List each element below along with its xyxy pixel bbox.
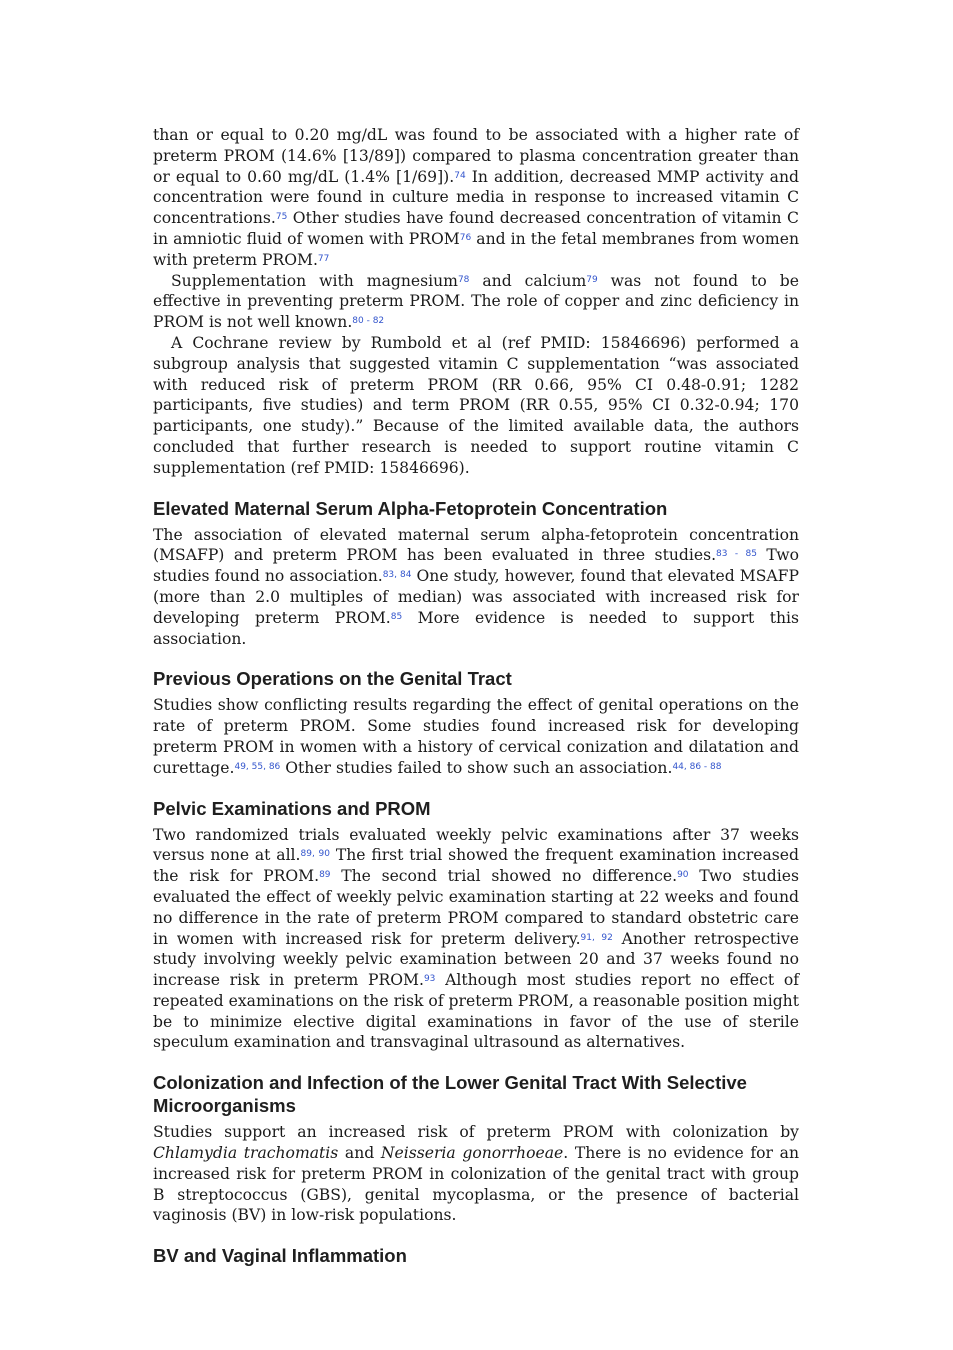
text-run: . There is no evidence for an increased risk for preterm PROM in colonization of the genital tract with group B streptococcus (GBS), genital mycoplasma, or the presence of bacterial vaginosis (BV) in low-risk populations. (153, 1144, 799, 1225)
section-heading-colonization: Colonization and Infection of the Lower Genital Tract With Selective Microorganisms (153, 1072, 747, 1117)
text-run: Other studies have found decreased concentration of vitamin C in amniotic fluid of women with PROM (153, 209, 799, 248)
text-run: Two randomized trials evaluated weekly pelvic examinations after 37 weeks versus none at all. (153, 825, 799, 865)
text-run: One study, however, found that elevated MSAFP (more than 2.0 multiples of median) was associated with increased risk for developing preterm PROM. (153, 567, 799, 627)
text-run: was not found to be effective in preventing preterm PROM. The role of copper and zinc deficiency in PROM is not well known. (153, 271, 799, 332)
text-run: More evidence is needed to support this association. (153, 608, 799, 648)
text-run: and (338, 1144, 381, 1163)
paragraph-supplementation (153, 271, 799, 333)
text-run: than or equal to 0.20 mg/dL was found to be associated with a higher rate of preterm PROM (14.6% [13/89]) compared to plasma concentration greater than or equal to 0.60 mg/dL (1.4% [1/69]). (153, 126, 799, 186)
species-name: Chlamydia trachomatis (153, 1144, 339, 1163)
text-run: The first trial showed the frequent examination increased the risk for PROM. (153, 846, 799, 886)
section-heading-genital-operations: Previous Operations on the Genital Tract (153, 668, 512, 690)
citation-ref[interactable]: 75 (275, 212, 288, 223)
text-run: Supplementation with magnesium (171, 271, 458, 290)
text-run: In addition, decreased MMP activity and concentration were found in culture media in response to increased vitamin C concentrations. (153, 167, 800, 228)
citation-ref[interactable]: 78 (457, 274, 470, 285)
citation-ref[interactable]: 93 (423, 974, 436, 985)
paragraph-genital-operations (153, 695, 799, 778)
paragraph-pelvic-examinations (153, 825, 799, 1054)
section-heading-bv: BV and Vaginal Inflammation (153, 1245, 407, 1267)
text-run: Two studies found no association. (153, 546, 799, 586)
text-run: and in the fetal membranes from women with preterm PROM. (153, 229, 799, 269)
citation-ref[interactable]: 83 - 85 (716, 549, 757, 560)
citation-ref[interactable]: 44, 86 - 88 (672, 761, 722, 772)
citation-ref[interactable]: 80 - 82 (352, 316, 385, 327)
paragraph-colonization (153, 1122, 799, 1226)
citation-ref[interactable]: 85 (390, 611, 403, 622)
text-run: Studies show conflicting results regarding the effect of genital operations on the rate of preterm PROM. Some studies found increased risk for developing preterm PROM in women with a history of cervical conization and dilatation and curettage. (153, 696, 799, 777)
text-run: The second trial showed no difference. (330, 867, 678, 886)
text-run: Although most studies report no effect of repeated examinations on the risk of preterm PROM, a reasonable position might be to minimize elective digital examinations in favor of the use of sterile speculum examination and transvaginal ultrasound as alternatives. (153, 971, 799, 1052)
citation-ref[interactable]: 79 (586, 274, 598, 285)
section-heading-msafp: Elevated Maternal Serum Alpha-Fetoprotein Concentration (153, 497, 668, 519)
text-run: Studies support an increased risk of preterm PROM with colonization by (153, 1123, 799, 1142)
text-run: Another retrospective study involving weekly pelvic examination between 20 and 37 weeks found no increase risk in preterm PROM. (153, 929, 799, 990)
text-run: and calcium (469, 271, 587, 290)
citation-ref[interactable]: 89, 90 (300, 849, 330, 860)
species-name: Neisseria gonorrhoeae (380, 1144, 564, 1163)
citation-ref[interactable]: 49, 55, 86 (234, 761, 281, 772)
text-run: The association of elevated maternal serum alpha-fetoprotein concentration (MSAFP) and preterm PROM has been evaluated in three studies. (153, 525, 799, 565)
citation-ref[interactable]: 90 (677, 870, 689, 881)
section-heading-pelvic-examinations: Pelvic Examinations and PROM (153, 797, 431, 819)
paragraph-cochrane-review: A Cochrane review by Rumbold et al (ref PMID: 15846696) performed a subgroup analysis that suggested vitamin C supplementation “was associated with reduced risk of preterm PROM (RR 0.66, 95% CI 0.48-0.91; 1282 participants, five studies) and term PROM (RR 0.55, 95% CI 0.32-0.94; 170 participants, one study).” Because of the limited available data, the authors concluded that further research is needed to support routine vitamin C supplementation (ref PMID: 15846696). (153, 333, 799, 477)
text-run: Two studies evaluated the effect of weekly pelvic examination starting at 22 weeks and found no difference in the rate of preterm PROM compared to standard obstetric care in women with increased risk for preterm delivery. (153, 867, 799, 948)
citation-ref[interactable]: 91, 92 (580, 932, 613, 943)
text-run: Other studies failed to show such an association. (280, 758, 673, 777)
paragraph-vitamin-c-plasma (153, 125, 799, 271)
article-page (153, 125, 799, 1272)
citation-ref[interactable]: 89 (319, 870, 331, 881)
citation-ref[interactable]: 77 (317, 253, 330, 264)
citation-ref[interactable]: 83, 84 (382, 570, 412, 581)
paragraph-msafp (153, 525, 799, 650)
citation-ref[interactable]: 76 (459, 232, 472, 243)
citation-ref[interactable]: 74 (454, 170, 466, 181)
